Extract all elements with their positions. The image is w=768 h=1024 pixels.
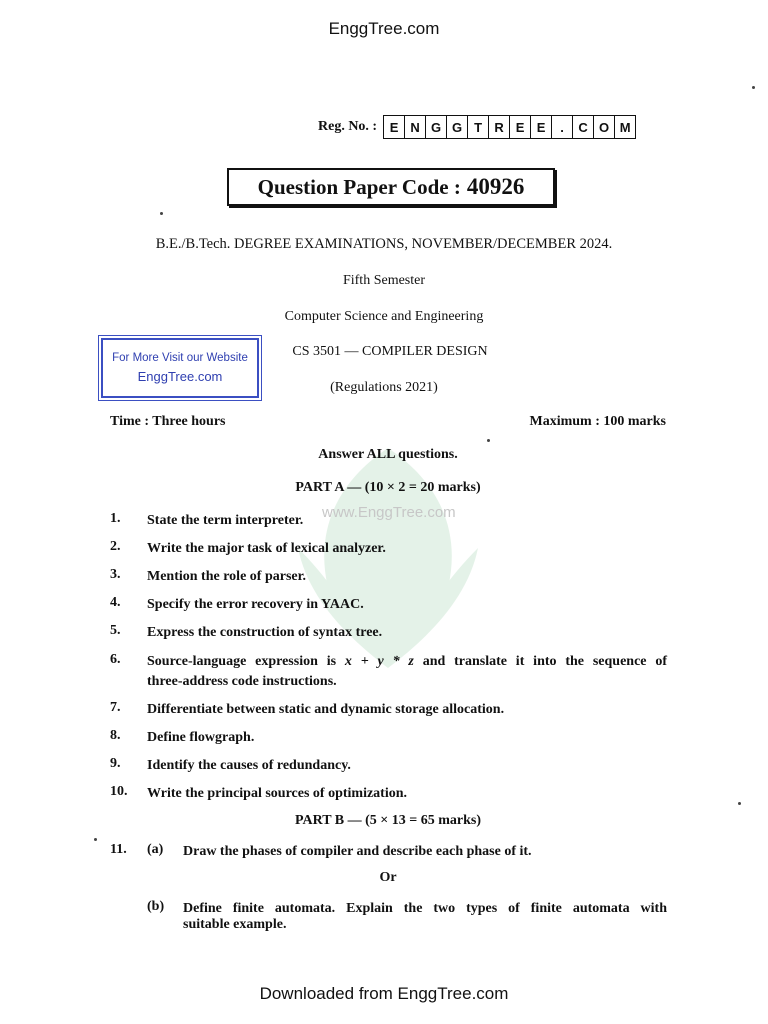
reg-no-char-box: R: [489, 116, 510, 138]
question-text: Write the major task of lexical analyzer.: [147, 541, 386, 556]
exam-title: B.E./B.Tech. DEGREE EXAMINATIONS, NOVEMBER/DECEMBER 2024.: [155, 236, 613, 252]
reg-no-char-box: G: [426, 116, 447, 138]
reg-no: [318, 115, 636, 139]
question-number: 9.: [110, 756, 121, 771]
reg-no-label: Reg. No. :: [318, 119, 378, 134]
course-title: CS 3501 — COMPILER DESIGN: [292, 344, 488, 359]
qpc-label: Question Paper Code :: [257, 174, 461, 199]
question-number: 2.: [110, 539, 121, 554]
question-text: Identify the causes of redundancy.: [147, 758, 351, 773]
exam-duration: Time : Three hours: [110, 414, 226, 429]
regulations: (Regulations 2021): [330, 380, 438, 395]
question-number: 4.: [110, 595, 121, 610]
question-number: 3.: [110, 567, 121, 582]
question-number: 7.: [110, 700, 121, 715]
or-separator: Or: [379, 870, 397, 885]
sub-question-label: (b): [147, 899, 165, 914]
semester: Fifth Semester: [342, 273, 426, 288]
reg-no-char-box: .: [552, 116, 573, 138]
speck: [752, 86, 755, 89]
question-number: 10.: [110, 784, 128, 799]
department: Computer Science and Engineering: [284, 309, 484, 324]
enggtree-logo-watermark: [268, 428, 508, 688]
reg-no-char-box: M: [619, 119, 631, 135]
speck: [160, 212, 163, 215]
site-footer: Downloaded from EnggTree.com: [259, 984, 509, 1003]
question-text-part: Source-language expression is: [147, 654, 345, 669]
website-promo-box[interactable]: [101, 338, 259, 398]
promo-line-2: EnggTree.com: [137, 369, 223, 384]
reg-no-char-box: E: [510, 116, 531, 138]
qpc-number: 40926: [466, 174, 525, 199]
site-header: EnggTree.com: [328, 19, 440, 38]
question-text: State the term interpreter.: [147, 513, 304, 528]
reg-no-char-box: E: [531, 116, 552, 138]
math-expression: x + y * z: [344, 654, 414, 669]
reg-no-char-box: G: [447, 116, 468, 138]
question-text: Mention the role of parser.: [147, 569, 307, 584]
reg-no-char-box: O: [594, 116, 615, 138]
speck: [94, 838, 97, 841]
reg-no-char-box: N: [405, 116, 426, 138]
question-text: Draw the phases of compiler and describe each phase of it.: [183, 844, 532, 859]
question-text: Define flowgraph.: [147, 730, 255, 745]
watermark-text: www.EnggTree.com: [322, 504, 456, 521]
question-text: Write the principal sources of optimization.: [147, 786, 408, 801]
question-text: [147, 652, 667, 671]
instructions: Answer ALL questions.: [318, 447, 458, 462]
question-text: Express the construction of syntax tree.: [147, 625, 383, 640]
question-number: 11.: [110, 842, 127, 857]
question-text-continuation: suitable example.: [183, 917, 287, 932]
question-number: 6.: [110, 652, 121, 667]
question-number: 8.: [110, 728, 121, 743]
question-paper-code: [227, 168, 555, 206]
speck: [738, 802, 741, 805]
sub-question-label: (a): [147, 842, 164, 857]
promo-line-1: For More Visit our Website: [112, 352, 248, 364]
question-text: Define finite automata. Explain the two types of finite automata with: [183, 901, 667, 916]
question-number: 1.: [110, 511, 121, 526]
reg-no-char-box: T: [468, 116, 489, 138]
question-text-part: and translate it into the sequence of: [413, 654, 668, 669]
question-text: Differentiate between static and dynamic storage allocation.: [147, 702, 505, 717]
question-number: 5.: [110, 623, 121, 638]
question-text-continuation: three-address code instructions.: [147, 674, 337, 689]
reg-no-char-box: E: [384, 116, 405, 138]
reg-no-boxes: [383, 115, 636, 139]
part-b-heading: PART B — (5 × 13 = 65 marks): [294, 813, 482, 828]
question-text: Specify the error recovery in YAAC.: [147, 597, 364, 612]
reg-no-char-box: C: [573, 116, 594, 138]
part-a-heading: PART A — (10 × 2 = 20 marks): [295, 480, 481, 495]
maximum-marks: Maximum : 100 marks: [529, 414, 666, 429]
speck: [487, 439, 490, 442]
